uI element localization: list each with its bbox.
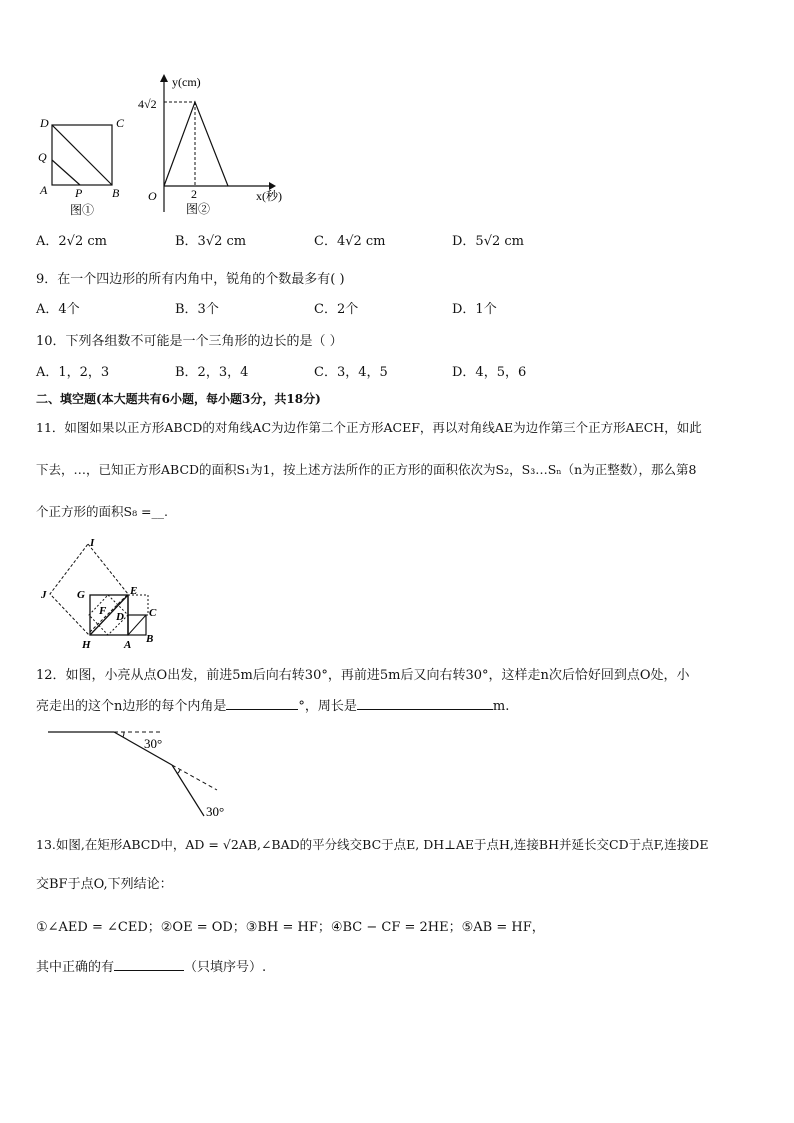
q12-line-2-b: °，周长是 [298,699,357,714]
q11-fig-label-g: G [77,589,85,601]
fig1-label-q: Q [38,150,47,164]
q12-perimeter-blank[interactable] [357,697,493,710]
q8-option-d: D．5√2 cm [452,234,524,249]
q10-option-d: D．4，5，6 [452,365,527,380]
fig1-label-p: P [75,186,83,200]
q13-line-3: ①∠AED = ∠CED；②OE = OD；③BH = HF；④BC − CF = 2HE；⑤AB = HF， [36,920,545,935]
q12-line-2 [36,697,509,716]
q10-option-b: B．2，3，4 [175,365,249,380]
q8-figure-1 [32,110,132,220]
q12-interior-angle-blank[interactable] [226,697,298,710]
fig2-x-tick: 2 [191,187,197,201]
q9-stem: 9．在一个四边形的所有内角中，锐角的个数最多有( ) [36,272,345,287]
q11-line-1: 11．如图如果以正方形ABCD的对角线AC为边作第二个正方形ACEF，再以对角线AE为边作第三个正方形AECH，如此 [36,420,702,435]
q11-fig-label-d: D [116,611,124,623]
q11-line-2: 下去，…，已知正方形ABCD的面积S₁为1，按上述方法所作的正方形的面积依次为S₂，S₃…Sₙ（n为正整数），那么第8 [36,462,697,477]
fig1-label-d: D [40,116,49,130]
q13-line-1: 13.如图,在矩形ABCD中，AD = √2AB,∠BAD的平分线交BC于点E, DH⊥AE于点H,连接BH并延长交CD于点F,连接DE [36,837,709,852]
q9-option-a: A．4个 [36,302,80,317]
fig2-caption: 图② [186,202,211,216]
q9-option-d: D．1个 [452,302,497,317]
fig2-y-label: y(cm) [172,75,201,89]
q12-line-2-c: m. [492,699,510,714]
fig1-label-a: A [40,183,48,197]
q11-fig-label-b: B [146,633,154,645]
q12-fig-angle-2: 30° [206,804,225,819]
q11-fig-label-j: J [41,589,47,601]
q8-option-a: A．2√2 cm [36,234,107,249]
fig1-label-c: C [116,116,125,130]
q12-fig-angle-1: 30° [144,736,163,751]
q8-option-c: C．4√2 cm [314,234,386,249]
q13-line-4-a: 其中正确的有 [36,960,115,975]
q12-line-2-a: 亮走出的这个n边形的每个内角是 [36,699,227,714]
q11-fig-label-a: A [124,639,132,651]
q11-fig-label-e: E [130,585,138,597]
q13-answer-blank[interactable] [114,958,184,971]
q13-line-4 [36,958,266,977]
fig2-x-label: x(秒) [256,189,282,203]
q11-fig-label-i: I [90,537,95,549]
fig1-label-b: B [112,186,120,200]
q11-fig-label-c: C [149,607,157,619]
q11-line-3: 个正方形的面积S₈ =__. [36,504,168,519]
q10-option-c: C．3，4，5 [314,365,388,380]
fig2-y-tick: 4√2 [138,97,157,111]
section-fill-in-title: 二、填空题(本大题共有6小题，每小题3分，共18分) [36,392,321,406]
q9-option-c: C．2个 [314,302,359,317]
q13-line-4-b: （只填序号）. [184,960,267,975]
fig2-origin: O [148,189,157,203]
q8-option-b: B．3√2 cm [175,234,247,249]
fig1-caption: 图① [70,203,95,217]
q10-stem: 10．下列各组数不可能是一个三角形的边长的是（ ） [36,334,343,349]
q12-line-1: 12．如图，小亮从点O出发，前进5m后向右转30°，再前进5m后又向右转30°，这样走n次后恰好回到点O处，小 [36,668,690,683]
q11-figure [38,536,168,654]
q12-figure [44,726,244,822]
q11-fig-label-h: H [82,639,91,651]
q10-option-a: A．1，2，3 [36,365,110,380]
q8-figure-2 [136,72,296,222]
q11-fig-label-f: F [99,605,107,617]
q13-line-2: 交BF于点O,下列结论： [36,877,173,892]
q9-option-b: B．3个 [175,302,219,317]
